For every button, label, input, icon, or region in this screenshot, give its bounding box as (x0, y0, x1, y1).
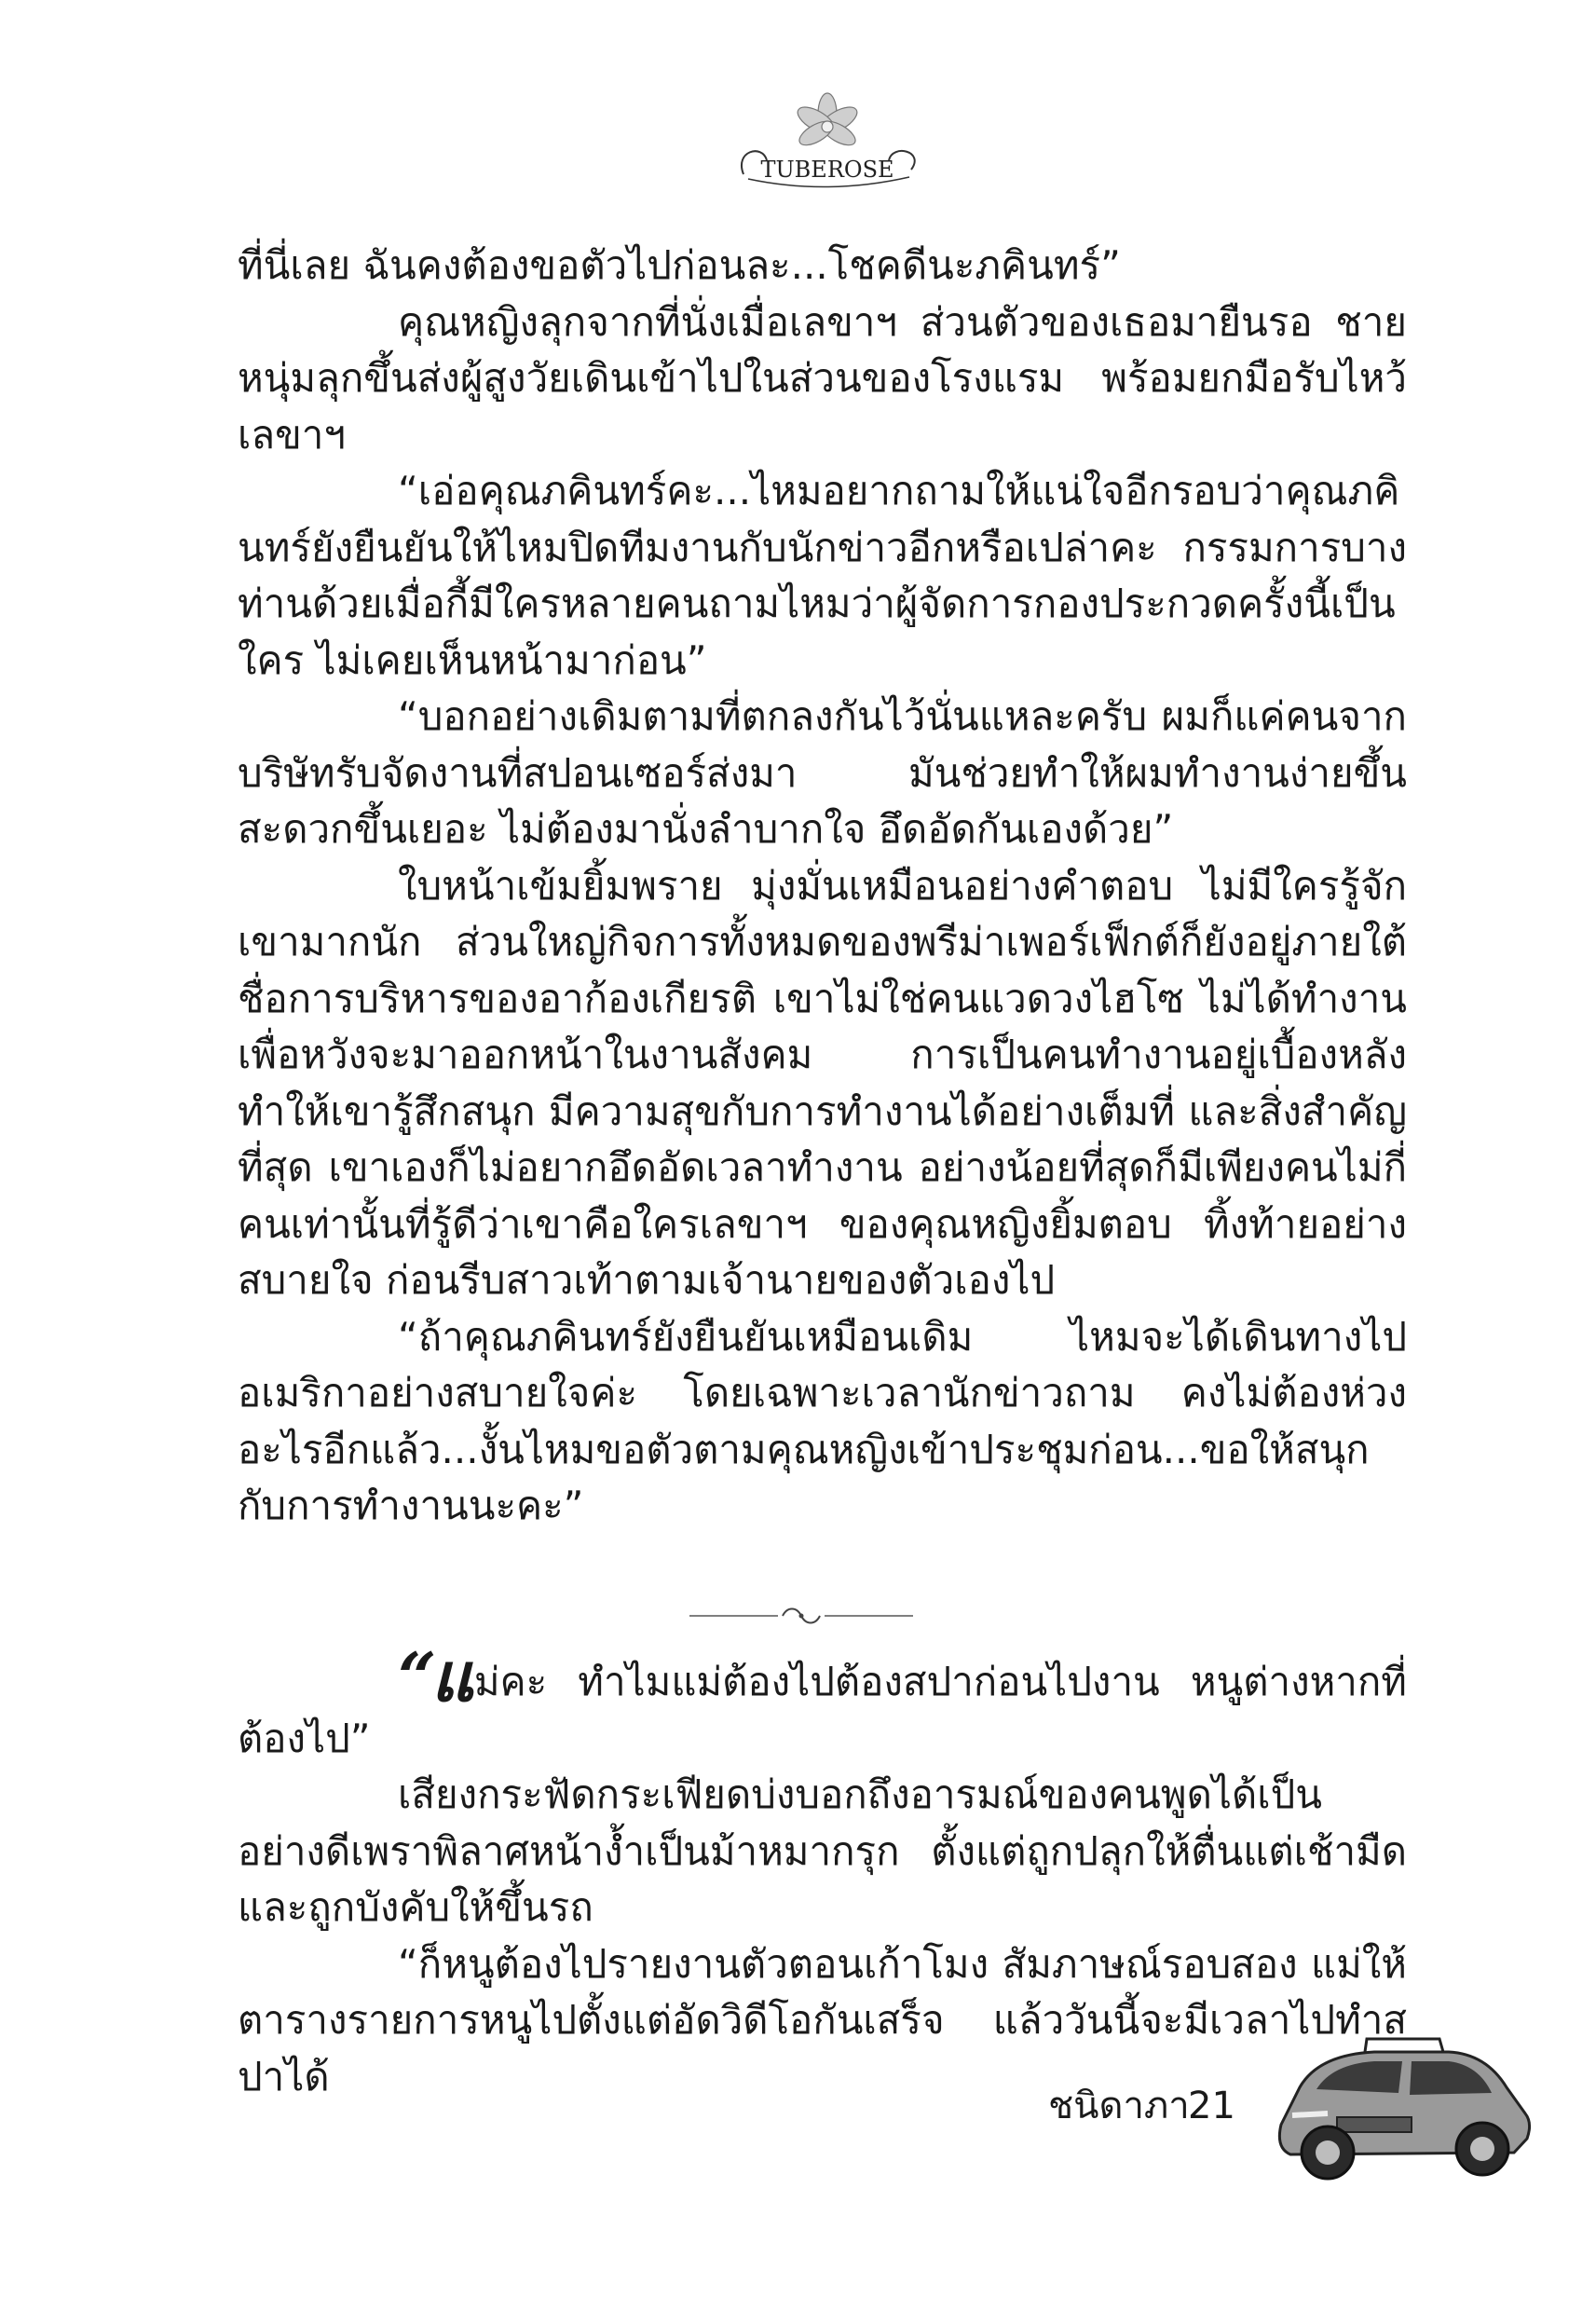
opening-text: ม่คะ ทำไมแม่ต้องไปต้องสปาก่อนไปงาน หนูต่างหากที่ต้องไป” (238, 1659, 1407, 1761)
logo-wordmark: TUBEROSE (760, 157, 894, 183)
tuberose-logo (725, 86, 930, 198)
body-paragraph: ใบหน้าเข้มยิ้มพราย มุ่งมั่นเหมือนอย่างคำตอบ ไม่มีใครรู้จักเขามากนัก ส่วนใหญ่กิจการทั้งหมดของพรีม่าเพอร์เฟ็กต์ก็ยังอยู่ภายใต้ชื่อการบริหารของอาก้องเกียรติ เขาไม่ใช่คนแวดวงไฮโซ ไม่ได้ทำงานเพื่อหวังจะมาออกหน้าในงานสังคม การเป็นคนทำงานอยู่เบื้องหลังทำให้เขารู้สึกสนุก มีความสุขกับการทำงานได้อย่างเต็มที่ และสิ่งสำคัญที่สุด เขาเองก็ไม่อยากอึดอัดเวลาทำงาน อย่างน้อยที่สุดก็มีเพียงคนไม่กี่คนเท่านั้นที่รู้ดีว่าเขาคือใครเลขาฯ ของคุณหญิงยิ้มตอบ ทิ้งท้ายอย่างสบายใจ ก่อนรีบสาวเท้าตามเจ้านายของตัวเองไป (238, 862, 1407, 1303)
section-one (238, 238, 1407, 1535)
body-paragraph: “บอกอย่างเดิมตามที่ตกลงกันไว้นั่นแหละครับ ผมก็แค่คนจากบริษัทรับจัดงานที่สปอนเซอร์ส่งมา มันช่วยทำให้ผมทำงานง่ายขึ้น สะดวกขึ้นเยอะ ไม่ต้องมานั่งลำบากใจ อึดอัดกันเองด้วย” (238, 693, 1407, 852)
body-paragraph: “ก็หนูต้องไปรายงานตัวตอนเก้าโมง สัมภาษณ์รอบสอง แม่ให้ตารางรายการหนูไปตั้งแต่อัดวิดีโอกันเสร็จ แล้ววันนี้จะมีเวลาไปทำสปาได้ (238, 1940, 1407, 2099)
page-number: 21 (1188, 2085, 1235, 2127)
body-paragraph: “เอ่อคุณภคินทร์คะ...ไหมอยากถามให้แน่ใจอีกรอบว่าคุณภคินทร์ยังยืนยันให้ไหมปิดทีมงานกับนักข่าวอีกหรือเปล่าคะ กรรมการบางท่านด้วยเมื่อกี้มีใครหลายคนถามไหมว่าผู้จัดการกองประกวดครั้งนี้เป็นใคร ไม่เคยเห็นหน้ามาก่อน” (238, 468, 1407, 683)
drop-cap: “แ (398, 1637, 469, 1716)
footer-author: ชนิดาภา (1048, 2085, 1190, 2127)
body-paragraph: ที่นี่เลย ฉันคงต้องขอตัวไปก่อนละ...โชคดีนะภคินทร์” (238, 242, 1121, 288)
body-paragraph: เสียงกระฟัดกระเฟียดบ่งบอกถึงอารมณ์ของคนพูดได้เป็นอย่างดีเพราพิลาศหน้างํ้าเป็นม้าหมากรุก ตั้งแต่ถูกปลุกให้ตื่นแต่เช้ามืด และถูกบังคับให้ขึ้นรถ (238, 1771, 1407, 1930)
section-divider-ornament (689, 1605, 913, 1627)
body-paragraph: คุณหญิงลุกจากที่นั่งเมื่อเลขาฯ ส่วนตัวของเธอมายืนรอ ชายหนุ่มลุกขึ้นส่งผู้สูงวัยเดินเข้าไปในส่วนของโรงแรม พร้อมยกมือรับไหว้เลขาฯ (238, 298, 1407, 458)
suv-car-illustration (1262, 2013, 1542, 2190)
section-two (238, 1637, 1407, 2105)
body-paragraph: “ถ้าคุณภคินทร์ยังยืนยันเหมือนเดิม ไหมจะได้เดินทางไปอเมริกาอย่างสบายใจค่ะ โดยเฉพาะเวลานักข่าวถาม คงไม่ต้องห่วงอะไรอีกแล้ว...งั้นไหมขอตัวตามคุณหญิงเข้าประชุมก่อน...ขอให้สนุกกับการทำงานนะคะ” (238, 1313, 1407, 1528)
opening-paragraph (238, 1637, 1407, 1767)
